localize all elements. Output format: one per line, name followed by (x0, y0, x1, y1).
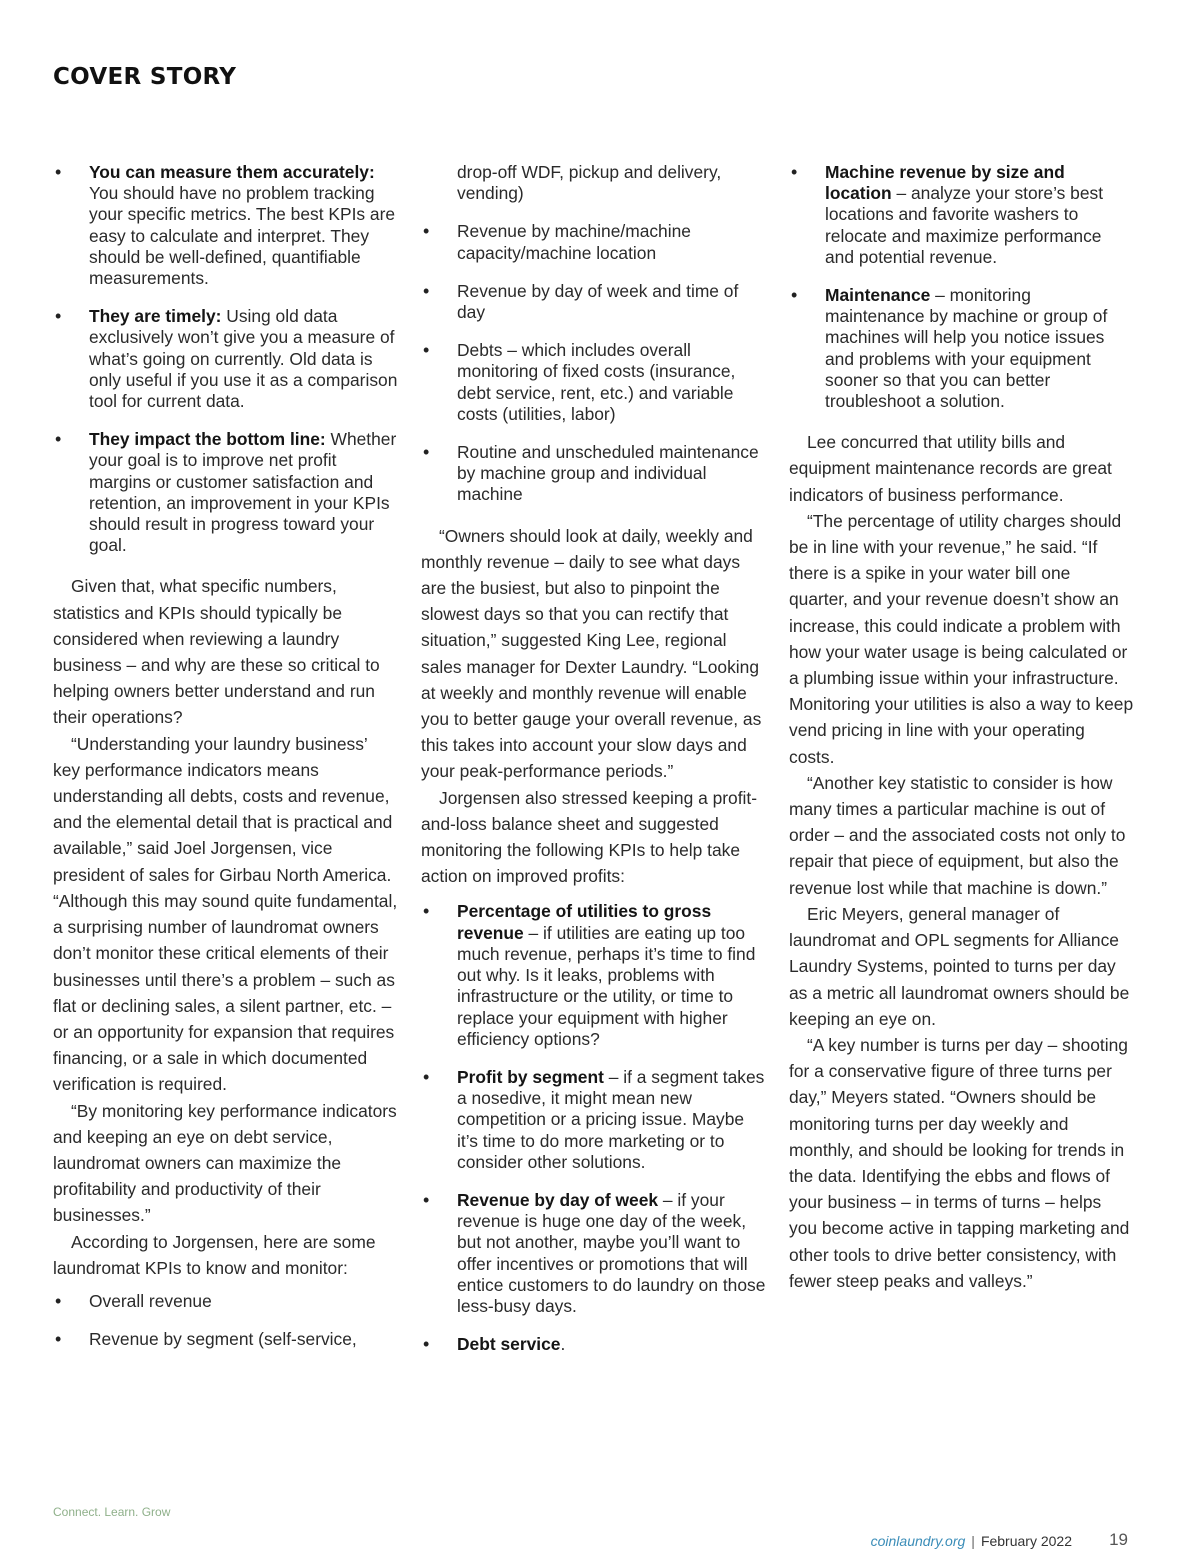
body-paragraph: “Owners should look at daily, weekly and monthly revenue – daily to see what days are the busiest, but also to pinpoint the slowest days so that you can rectify that situation,” suggested King Lee, regional sales manager for Dexter Laundry. “Looking at weekly and monthly revenue will enable you to better gauge your overall revenue, as this takes into account your slow days and your peak-performance periods.” (421, 525, 762, 782)
list-item (421, 1067, 766, 1173)
bullet-text: – if your revenue is huge one day of the week, but not another, maybe you’ll want to offer incentives or promotions that will entice customers to do laundry on those less-busy days. (457, 1189, 766, 1316)
bullet-lead: Percentage of utilities to gross revenue (457, 901, 712, 943)
list-item: • Revenue by machine/machine capacity/machine location (421, 221, 766, 263)
list-item (53, 429, 398, 556)
list-item-continuation: drop-off WDF, pickup and delivery, vending) (457, 162, 722, 204)
kpi-list-continued (421, 162, 766, 506)
list-item: • Debts – which includes overall monitoring of fixed costs (insurance, debt service, rent, etc.) and variable costs (utilities, labor) (421, 340, 766, 425)
list-item (421, 1334, 766, 1355)
column-2 (421, 162, 766, 1372)
bullet-lead: Revenue by day of week (457, 1189, 659, 1210)
bullet-text: – if a segment takes a nosedive, it might mean new competition or a pricing issue. Maybe it’s time to do more marketing or to consider other solutions. (457, 1066, 765, 1172)
list-item: • Routine and unscheduled maintenance by machine group and individual machine (421, 442, 766, 506)
section-heading: COVER STORY (53, 64, 237, 90)
bullet-text: You should have no problem tracking your specific metrics. The best KPIs are easy to calculate and interpret. They should be well-defined, quantifiable measurements. (89, 183, 396, 289)
list-item (53, 162, 398, 289)
bullet-lead: Profit by segment (457, 1066, 604, 1087)
body-paragraph: Eric Meyers, general manager of laundromat and OPL segments for Alliance Laundry Systems, pointed to turns per day as a metric all laundromat owners should be keeping an eye on. (789, 903, 1130, 1029)
body-paragraph: “By monitoring key performance indicators and keeping an eye on debt service, laundromat owners can maximize the profitability and productivity of their businesses.” (53, 1100, 397, 1226)
bullet-text: – monitoring maintenance by machine or group of machines will help you notice issues and problems with your equipment sooner so that you can better troubleshoot a solution. (825, 285, 1108, 412)
bullet-lead: Machine revenue by size and location (825, 162, 1065, 204)
footer-publication (871, 1533, 1072, 1549)
profit-kpi-list (421, 901, 766, 1355)
body-paragraph: Lee concurred that utility bills and equipment maintenance records are great indicators of business performance. (789, 432, 1112, 505)
body-paragraph: “The percentage of utility charges should be in line with your revenue,” he said. “If there is a spike in your water bill one quarter, and your revenue doesn’t show an increase, this could indicate a problem with how your water usage is being calculated or a plumbing issue within your infrastructure. Monitoring your utilities is also a way to keep vend pricing in line with your operating costs. (789, 510, 1134, 767)
list-item (789, 162, 1134, 268)
footer-separator: | (971, 1533, 975, 1549)
bullet-lead: You can measure them accurately: (89, 162, 375, 182)
bullet-text: Using old data exclusively won’t give you a measure of what’s going on currently. Old data is only useful if you use it as a comparison tool for current data. (89, 306, 398, 412)
list-item: • Overall revenue (53, 1291, 398, 1312)
list-item: • Revenue by day of week and time of day (421, 281, 766, 323)
bullet-text: . (560, 1334, 566, 1355)
body-paragraph: According to Jorgensen, here are some laundromat KPIs to know and monitor: (53, 1231, 376, 1278)
footer-tagline: Connect. Learn. Grow (53, 1505, 171, 1519)
profit-kpi-list-continued (789, 162, 1134, 412)
bullet-text: – analyze your store’s best locations and favorite washers to relocate and maximize performance and potential revenue. (825, 183, 1104, 267)
list-item (789, 285, 1134, 412)
bullet-text: Whether your goal is to improve net profit margins or customer satisfaction and retention, an improvement in your KPIs should result in progress toward your goal. (89, 429, 397, 556)
body-paragraph: Given that, what specific numbers, statistics and KPIs should typically be considered when reviewing a laundry business – and why are these so critical to helping owners better understand and run their operations? (53, 576, 380, 728)
footer-site-link[interactable]: coinlaundry.org (870, 1533, 966, 1549)
kpi-list (53, 1291, 398, 1350)
footer-date: February 2022 (980, 1533, 1072, 1549)
bullet-lead: They impact the bottom line: (89, 429, 326, 450)
column-1 (53, 162, 398, 1367)
list-item (421, 901, 766, 1049)
list-item: • Revenue by segment (self-service, (53, 1329, 398, 1350)
body-paragraph: “Understanding your laundry business’ key performance indicators means understanding all debts, costs and revenue, and the elemental detail that is practical and available,” said Joel Jorgensen, vice president of sales for Girbau North America. “Although this may sound quite fundamental, a surprising number of laundromat owners don’t monitor these critical elements of their businesses until there’s a problem – such as flat or declining sales, a silent partner, etc. – or an opportunity for expansion that requires financing, or a sale in which documented verification is required. (53, 733, 398, 1095)
body-paragraph: “Another key statistic to consider is how many times a particular machine is out of order – and the associated costs not only to repair that piece of equipment, but also the revenue lost while that machine is down.” (789, 772, 1126, 898)
list-item (53, 306, 398, 412)
body-paragraph: “A key number is turns per day – shooting for a conservative figure of three turns per day,” Meyers stated. “Owners should be monitoring turns per day weekly and monthly, and should be looking for trends in the data. Identifying the ebbs and flows of your business – in terms of turns – helps you become active in tapping marketing and other tools to drive better consistency, with fewer steep peaks and valleys.” (789, 1034, 1130, 1291)
column-3 (789, 162, 1134, 1294)
bullet-lead: Maintenance (825, 285, 931, 306)
body-paragraph: Jorgensen also stressed keeping a profit-and-loss balance sheet and suggested monitoring the following KPIs to help take action on improved profits: (421, 787, 758, 887)
bullet-lead: Debt service (457, 1334, 561, 1355)
bullet-text: – if utilities are eating up too much revenue, perhaps it’s time to find out why. Is it leaks, problems with infrastructure or the utility, or time to replace your equipment with higher efficiency options? (457, 922, 756, 1049)
page-number: 19 (1109, 1530, 1128, 1549)
criteria-list (53, 162, 398, 556)
list-item (421, 1190, 766, 1317)
bullet-lead: They are timely: (89, 306, 222, 327)
